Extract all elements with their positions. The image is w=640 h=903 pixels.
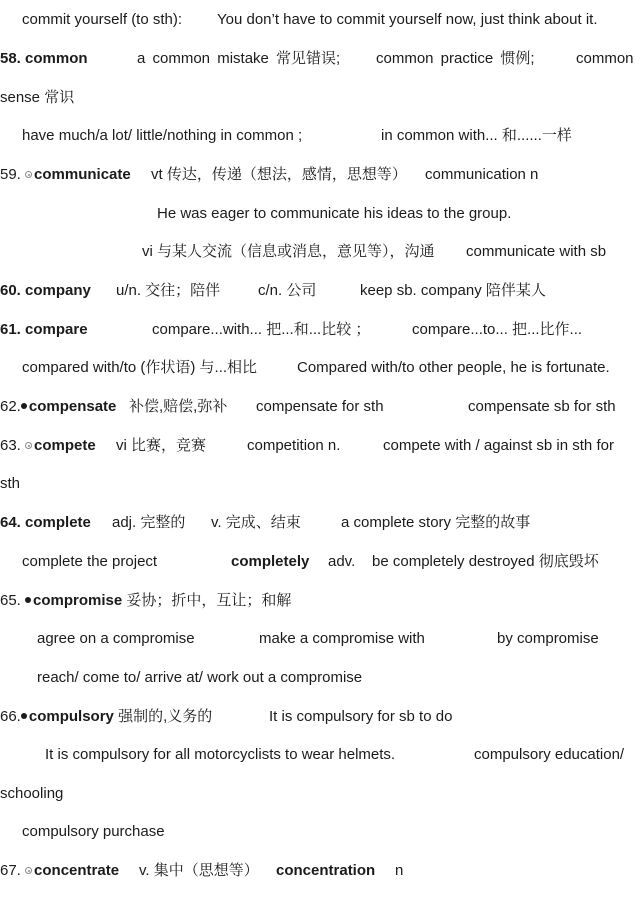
entry-number: 63. compete xyxy=(0,437,96,454)
entry-headword: compromise xyxy=(33,592,123,609)
phrase: by compromise xyxy=(497,630,599,647)
entry-headword: compete xyxy=(34,437,96,454)
derived-word: communication n xyxy=(425,166,539,183)
bullet-dot-icon xyxy=(21,403,27,409)
entry-headword: 60. company xyxy=(0,282,91,299)
phrase: common practice 惯例; xyxy=(376,50,535,67)
phrase: schooling xyxy=(0,785,64,802)
phrase: sth xyxy=(0,475,21,492)
definition: u/n. 交往；陪伴 xyxy=(116,282,221,299)
entry-headword: 64. complete xyxy=(0,514,91,531)
circled-dot-icon xyxy=(25,442,32,449)
phrase: compared with/to (作状语) 与...相比 xyxy=(22,359,258,376)
definition: 强制的,义务的 xyxy=(118,708,213,725)
entry-headword: compensate xyxy=(28,398,117,415)
part-of-speech: adv. xyxy=(328,553,356,570)
entry-number: 65. compromise 妥协；折中，互让；和解 xyxy=(0,592,292,609)
entry-headword: concentrate xyxy=(34,862,120,879)
definition: c/n. 公司 xyxy=(258,282,317,299)
phrase: compete with / against sb in sth for xyxy=(383,437,614,454)
example-sentence: It is compulsory for all motorcyclists to wear helmets. xyxy=(45,746,396,763)
example-sentence: He was eager to communicate his ideas to the group. xyxy=(157,205,512,222)
phrase: reach/ come to/ arrive at/ work out a compromise xyxy=(37,669,363,686)
entry-headword: 61. compare xyxy=(0,321,88,338)
circled-dot-icon xyxy=(25,867,32,874)
entry-number: 59. communicate xyxy=(0,166,131,183)
phrase: complete the project xyxy=(22,553,158,570)
phrase: agree on a compromise xyxy=(37,630,195,647)
phrase: compulsory education/ xyxy=(474,746,625,763)
definition: adj. 完整的 xyxy=(112,514,186,531)
phrase: common xyxy=(576,50,634,67)
definition: 补偿,赔偿,弥补 xyxy=(129,398,228,415)
phrase: commit yourself (to sth): xyxy=(22,11,183,28)
entry-number: 66. compulsory 强制的,义务的 xyxy=(0,708,213,725)
definition: v. 集中（思想等） xyxy=(139,862,259,879)
phrase: compensate sb for sth xyxy=(468,398,616,415)
derived-word: competition n. xyxy=(247,437,341,454)
part-of-speech: n xyxy=(395,862,404,879)
entry-headword: 58. common xyxy=(0,50,88,67)
phrase: compare...to... 把...比作... xyxy=(412,321,583,338)
phrase: compensate for sth xyxy=(256,398,384,415)
phrase: compare...with... 把...和...比较 ； xyxy=(152,321,371,338)
definition: 妥协；折中，互让；和解 xyxy=(126,592,292,609)
phrase: have much/a lot/ little/nothing in common ; xyxy=(22,127,303,144)
derived-word: concentration xyxy=(276,862,376,879)
phrase: a complete story 完整的故事 xyxy=(341,514,531,531)
entry-number: 67. concentrate xyxy=(0,862,120,879)
phrase: in common with... 和......一样 xyxy=(381,127,572,144)
entry-number: 62. compensate xyxy=(0,398,117,415)
phrase: compulsory purchase xyxy=(22,823,165,840)
example-sentence: You don’t have to commit yourself now, just think about it. xyxy=(217,11,598,28)
circled-dot-icon xyxy=(25,171,32,178)
phrase: keep sb. company 陪伴某人 xyxy=(360,282,546,299)
definition: v. 完成、结束 xyxy=(211,514,301,531)
entry-headword: compulsory xyxy=(28,708,114,725)
phrase: make a compromise with xyxy=(259,630,425,647)
definition: vi 与某人交流（信息或消息，意见等），沟通 xyxy=(142,243,435,260)
example-sentence: Compared with/to other people, he is fortunate. xyxy=(297,359,610,376)
phrase: sense 常识 xyxy=(0,89,75,106)
bullet-dot-icon xyxy=(21,713,27,719)
derived-word: completely xyxy=(231,553,310,570)
bullet-dot-icon xyxy=(25,597,31,603)
definition: vt 传达，传递（想法，感情，思想等） xyxy=(151,166,407,183)
definition: vi 比赛，竞赛 xyxy=(116,437,207,454)
phrase: It is compulsory for sb to do xyxy=(269,708,453,725)
phrase: be completely destroyed 彻底毁坏 xyxy=(372,553,599,570)
phrase: a common mistake 常见错误; xyxy=(137,50,341,67)
phrase: communicate with sb xyxy=(466,243,607,260)
entry-headword: communicate xyxy=(34,166,131,183)
